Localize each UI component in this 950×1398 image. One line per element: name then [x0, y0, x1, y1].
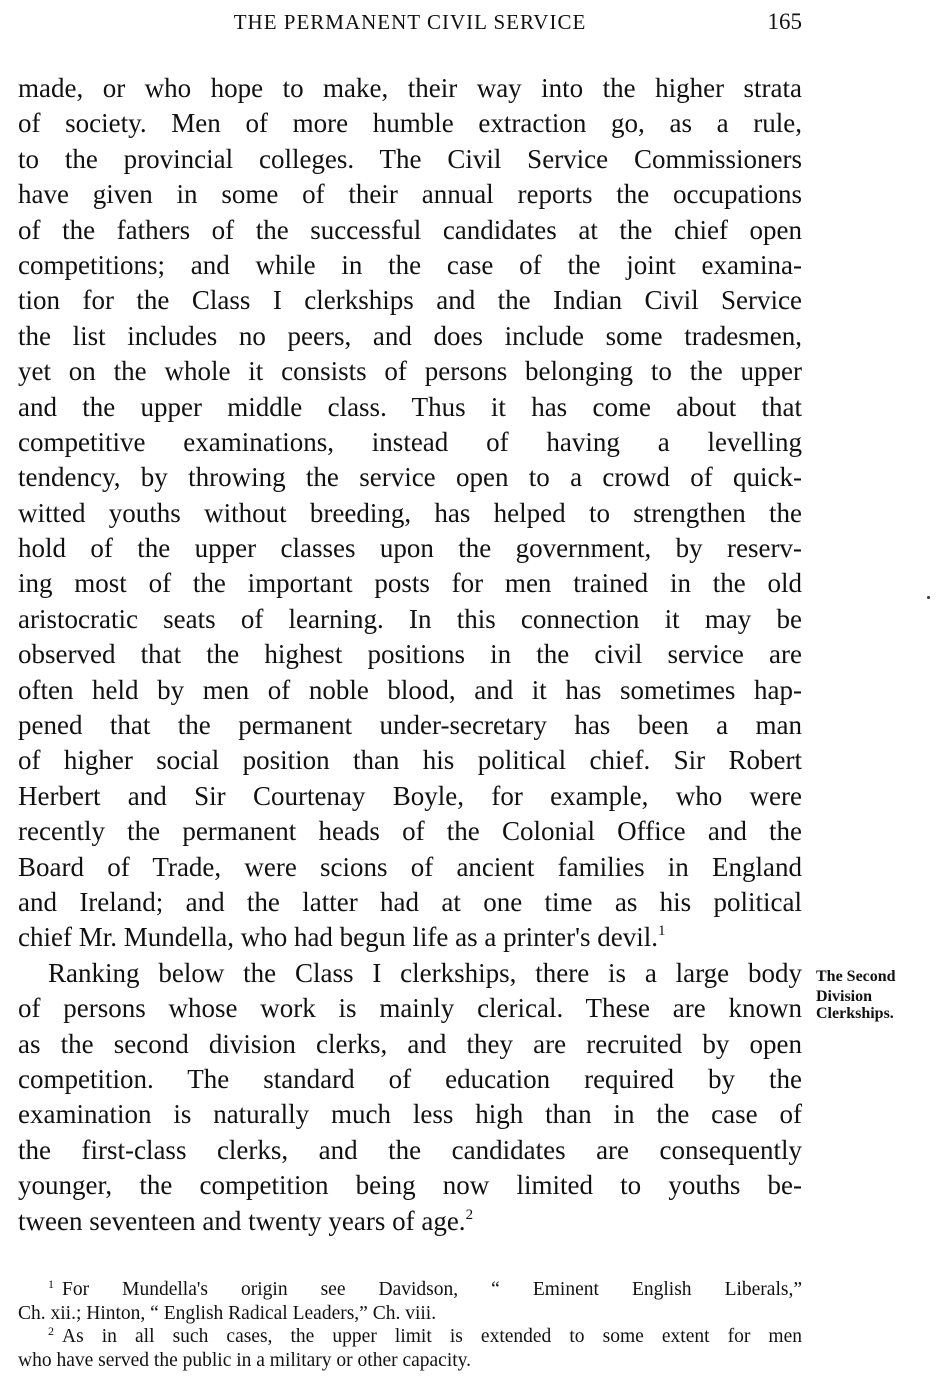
text-line: and the upper middle class. Thus it has come about that — [18, 391, 802, 422]
text-line: of higher social position than his political chief. Sir Robert — [18, 745, 802, 776]
text-line: the list includes no peers, and does include some tradesmen, — [18, 320, 802, 351]
text-line: younger, the competition being now limited to youths be- — [18, 1170, 802, 1201]
page-number: 165 — [767, 9, 802, 34]
footnote-marker: 1 — [48, 1277, 54, 1291]
text-line: of the fathers of the successful candidates at the chief open — [18, 214, 802, 245]
footnote-2 — [18, 1325, 802, 1349]
sidenote-line: Division — [816, 988, 873, 1005]
text-line: competitive examinations, instead of having a levelling — [18, 426, 802, 457]
footnotes — [18, 1278, 802, 1372]
text-line: often held by men of noble blood, and it has sometimes hap- — [18, 674, 802, 705]
scan-speck — [927, 596, 930, 599]
footnote-2-cont: who have served the public in a military or other capacity. — [18, 1349, 472, 1371]
text-line: pened that the permanent under-secretary has been a man — [18, 710, 802, 741]
text-line: ing most of the important posts for men trained in the old — [18, 568, 802, 599]
footnote-text: As in all such cases, the upper limit is extended to some extent for men — [62, 1326, 802, 1347]
footnote-1 — [18, 1278, 802, 1302]
text-line: of society. Men of more humble extraction go, as a rule, — [18, 108, 802, 139]
text-line: hold of the upper classes upon the government, by reserv- — [18, 533, 802, 564]
text-line: have given in some of their annual reports the occupations — [18, 179, 802, 210]
text-line: Ranking below the Class I clerkships, there is a large body — [48, 957, 802, 988]
text-line: made, or who hope to make, their way into the higher strata — [18, 73, 802, 103]
running-head: THE PERMANENT CIVIL SERVICE — [233, 10, 587, 34]
text-line: witted youths without breeding, has helped to strengthen the — [18, 497, 802, 528]
margin-sidenote — [816, 966, 941, 1022]
footnote-ref-1[interactable]: 1 — [657, 923, 666, 940]
sidenote-line: The Second — [816, 968, 896, 985]
text-line: competition. The standard of education required by the — [18, 1063, 802, 1094]
text-line: competitions; and while in the case of the joint examina- — [18, 249, 802, 280]
text-line: recently the permanent heads of the Colonial Office and the — [18, 816, 802, 847]
text-line: the first-class clerks, and the candidates are consequently — [18, 1134, 802, 1165]
sidenote-line: Clerkships. — [816, 1005, 894, 1022]
text-line-content: tween seventeen and twenty years of age. — [18, 1205, 466, 1236]
text-line: of persons whose work is mainly clerical. These are known — [18, 993, 802, 1024]
footnote-1-cont: Ch. xii.; Hinton, “ English Radical Leaders,” Ch. viii. — [18, 1302, 437, 1324]
text-line: and Ireland; and the latter had at one time as his political — [18, 886, 802, 917]
text-line — [18, 920, 802, 955]
text-line: Herbert and Sir Courtenay Boyle, for example, who were — [18, 780, 802, 811]
main-text — [18, 71, 802, 1239]
text-line — [18, 1204, 802, 1239]
text-line: observed that the highest positions in the civil service are — [18, 639, 802, 670]
text-line: examination is naturally much less high than in the case of — [18, 1099, 802, 1130]
footnote-text: For Mundella's origin see Davidson, “ Eminent English Liberals,” — [62, 1279, 802, 1300]
text-line: as the second division clerks, and they are recruited by open — [18, 1028, 802, 1059]
footnote-marker: 2 — [48, 1324, 54, 1338]
text-line: tion for the Class I clerkships and the Indian Civil Service — [18, 285, 802, 316]
text-line: yet on the whole it consists of persons belonging to the upper — [18, 356, 802, 387]
text-line: aristocratic seats of learning. In this connection it may be — [18, 603, 802, 634]
text-line: to the provincial colleges. The Civil Service Commissioners — [18, 143, 802, 174]
text-line: tendency, by throwing the service open to a crowd of quick- — [18, 462, 802, 493]
footnote-ref-2[interactable]: 2 — [465, 1206, 474, 1223]
text-line-content: chief Mr. Mundella, who had begun life as a printer's devil. — [18, 922, 658, 953]
text-line: Board of Trade, were scions of ancient families in England — [18, 851, 802, 882]
page-header — [18, 6, 802, 40]
